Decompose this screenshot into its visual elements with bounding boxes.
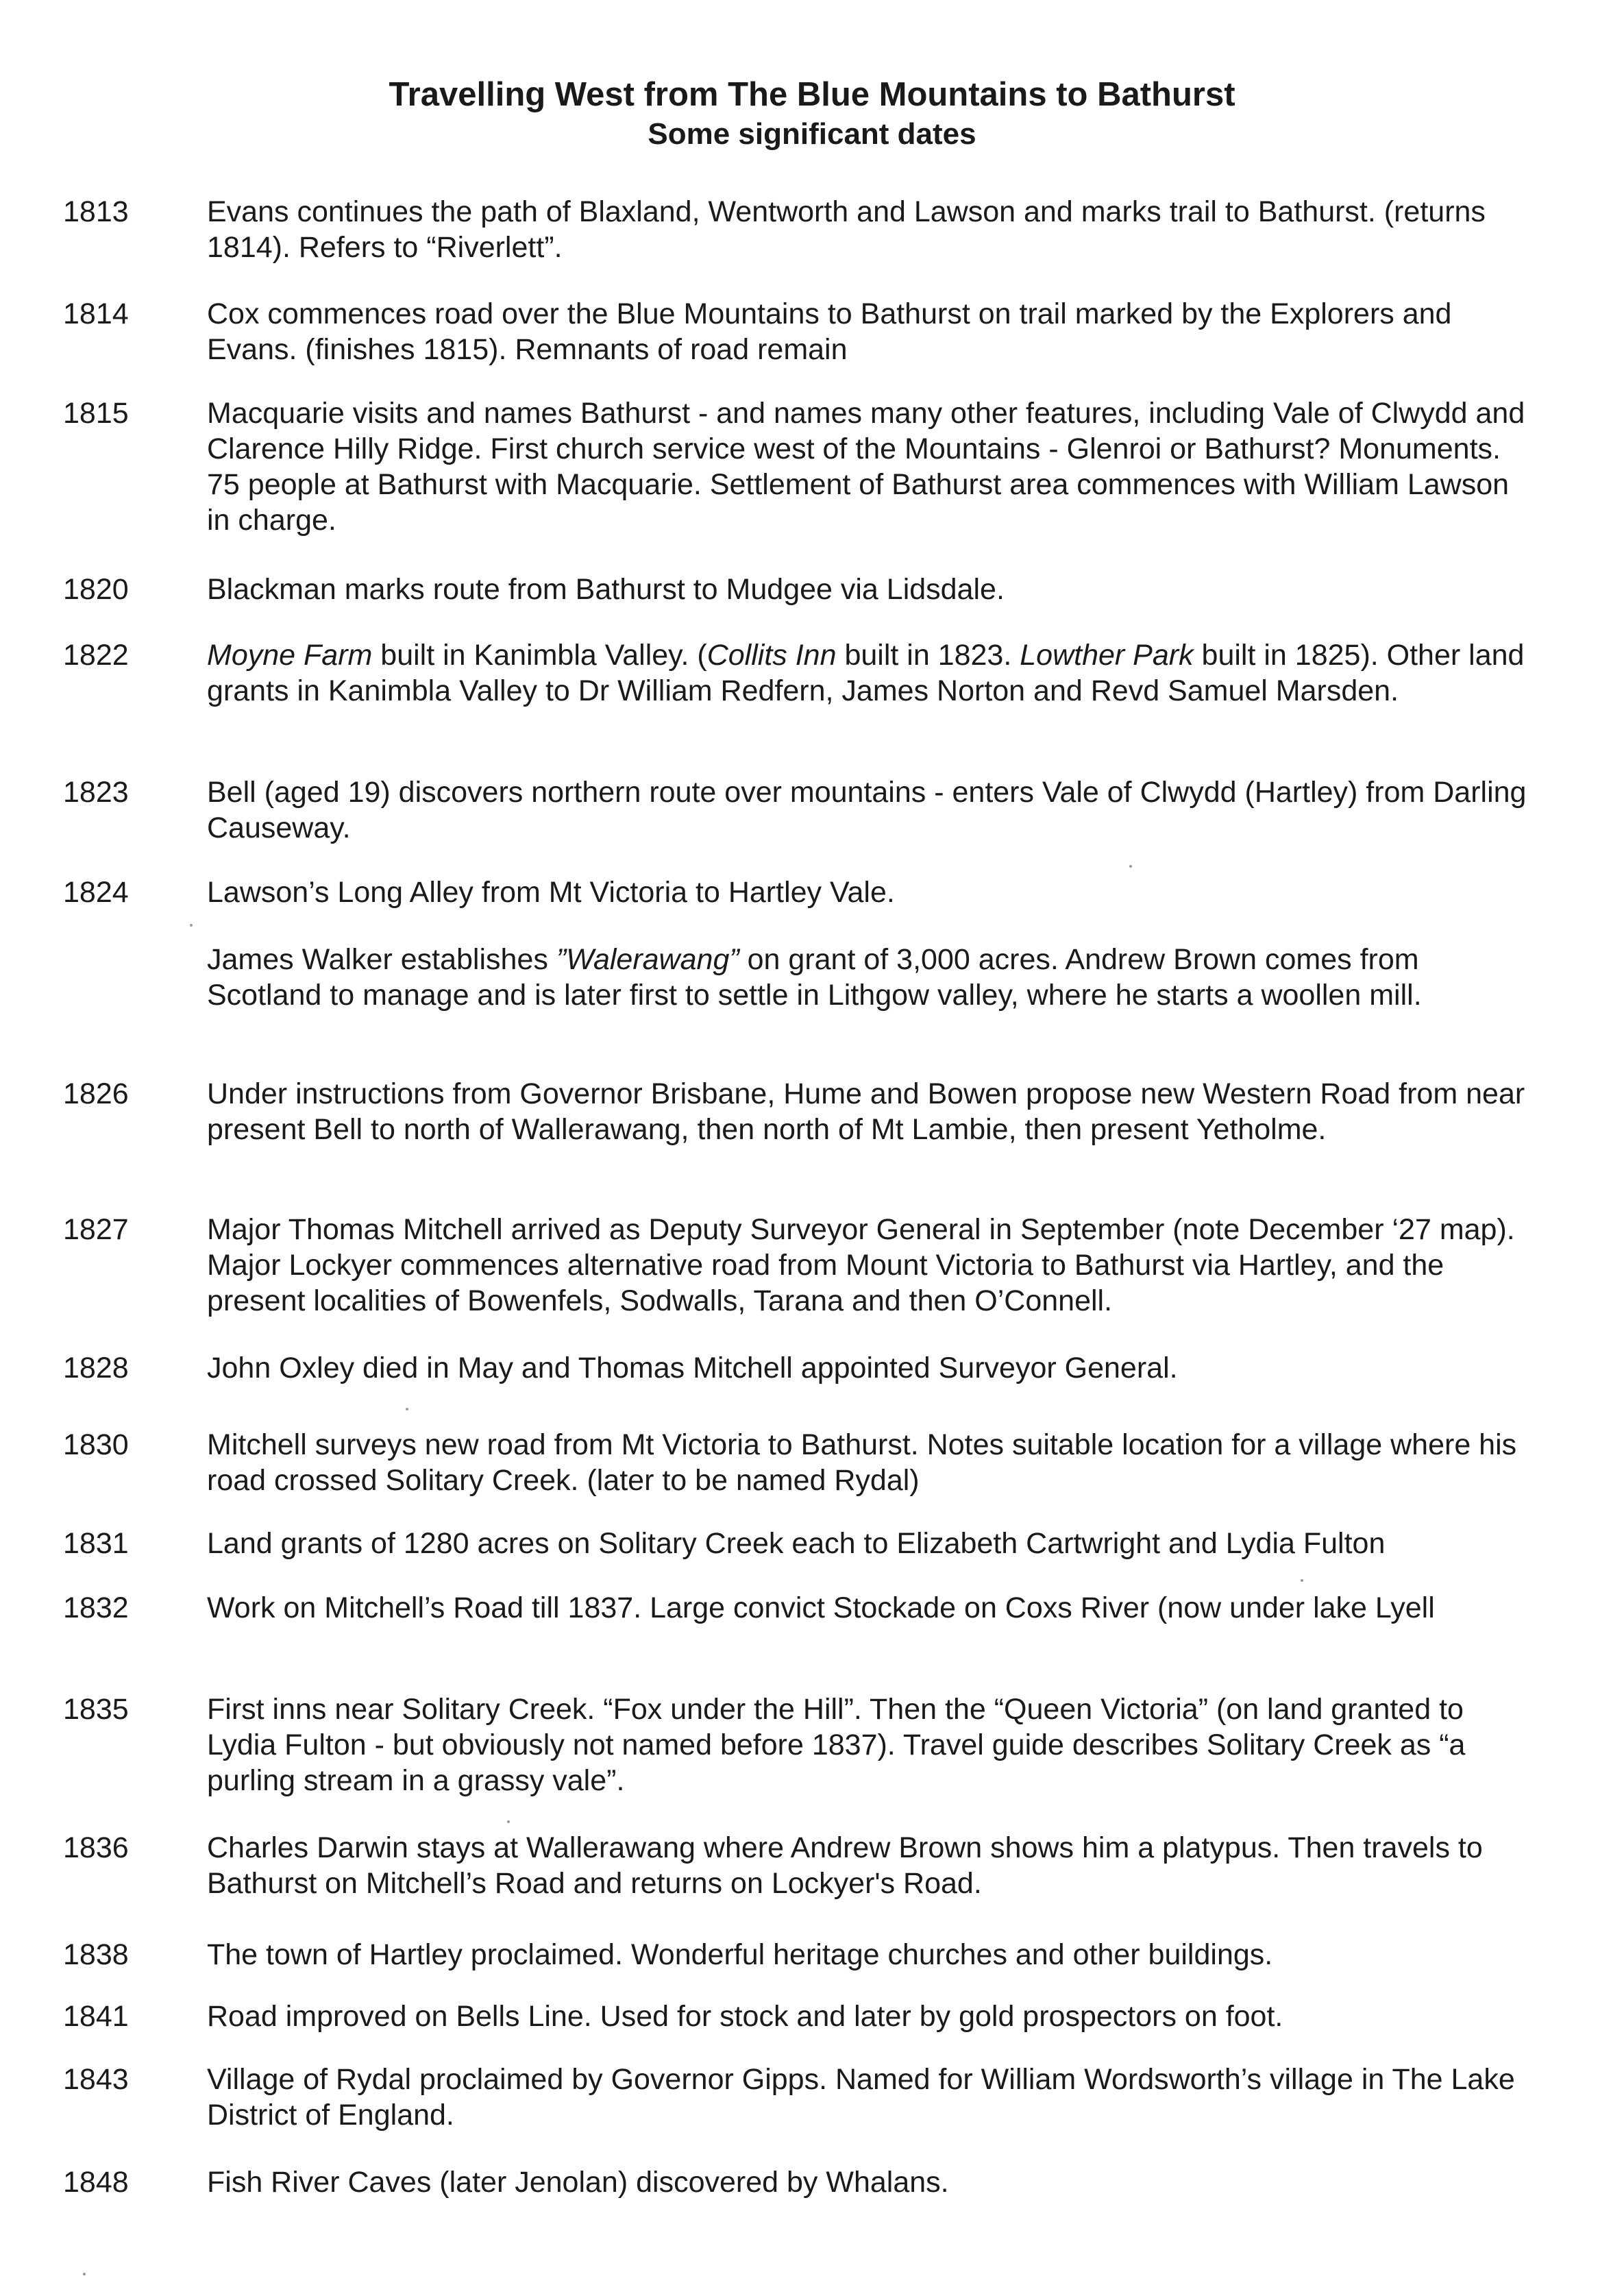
scan-speck — [406, 1408, 408, 1411]
entry-text: Work on Mitchell’s Road till 1837. Large convict Stockade on Coxs River (now under lake Lyell — [207, 1591, 1435, 1624]
entry-text: Charles Darwin stays at Wallerawang where Andrew Brown shows him a platypus. Then travels to Bathurst on Mitchell’s Road and returns on Lockyer's Road. — [207, 1831, 1483, 1900]
entry-text: Cox commences road over the Blue Mountains to Bathurst on trail marked by the Explorers and Evans. (finishes 1815). Remnants of road remain — [207, 297, 1452, 366]
entry-text: Blackman marks route from Bathurst to Mudgee via Lidsdale. — [207, 573, 1005, 606]
entry-text: Road improved on Bells Line. Used for stock and later by gold prospectors on foot. — [207, 2000, 1283, 2033]
entry-text-italic: Lowther Park — [1020, 639, 1194, 672]
entry-year: 1848 — [63, 2166, 129, 2199]
entry-text: John Oxley died in May and Thomas Mitchell appointed Surveyor General. — [207, 1352, 1178, 1384]
entry-text: Village of Rydal proclaimed by Governor Gipps. Named for William Wordsworth’s village in The Lake District of England. — [207, 2063, 1515, 2132]
entry-year: 1830 — [63, 1428, 129, 1461]
entry-year: 1831 — [63, 1527, 129, 1560]
entry-year: 1827 — [63, 1213, 129, 1246]
title-block — [0, 74, 1624, 154]
entry-year: 1822 — [63, 639, 129, 672]
entry-year: 1814 — [63, 297, 129, 330]
page-title: Travelling West from The Blue Mountains to Bathurst — [389, 76, 1235, 113]
entry-year: 1836 — [63, 1831, 129, 1864]
entry-year: 1823 — [63, 776, 129, 809]
entry-text: Fish River Caves (later Jenolan) discovered by Whalans. — [207, 2166, 949, 2199]
entry-text: Bell (aged 19) discovers northern route over mountains - enters Vale of Clwydd (Hartley) from Darling Causeway. — [207, 776, 1527, 844]
entry-text: Land grants of 1280 acres on Solitary Creek each to Elizabeth Cartwright and Lydia Fulton — [207, 1527, 1386, 1560]
entry-text — [207, 637, 1536, 709]
entry-text: The town of Hartley proclaimed. Wonderful heritage churches and other buildings. — [207, 1938, 1273, 1971]
scan-speck — [190, 924, 193, 927]
entry-text: First inns near Solitary Creek. “Fox under the Hill”. Then the “Queen Victoria” (on land granted to Lydia Fulton - but obviously not named before 1837). Travel guide describes Solitary Creek as “a purling stream in a grassy vale”. — [207, 1693, 1466, 1797]
entry-year: 1835 — [63, 1693, 129, 1726]
entry-year: 1838 — [63, 1938, 129, 1971]
entry-text — [207, 942, 1536, 1013]
entry-text: Evans continues the path of Blaxland, Wentworth and Lawson and marks trail to Bathurst. (returns 1814). Refers to “Riverlett”. — [207, 195, 1486, 264]
entry-year: 1828 — [63, 1352, 129, 1384]
scan-speck — [83, 2273, 86, 2275]
entry-text-part: built in 1823. — [836, 639, 1020, 672]
entry-text-italic: Moyne Farm — [207, 639, 373, 672]
entry-text-part: James Walker establishes — [207, 943, 556, 976]
scan-speck — [1129, 865, 1132, 868]
page-subtitle: Some significant dates — [648, 117, 976, 151]
entry-year: 1815 — [63, 397, 129, 430]
entry-text: Under instructions from Governor Brisbane, Hume and Bowen propose new Western Road from near present Bell to north of Wallerawang, then north of Mt Lambie, then present Yetholme. — [207, 1077, 1525, 1146]
entry-text: Major Thomas Mitchell arrived as Deputy Surveyor General in September (note December ‘27 map). Major Lockyer commences alternative road from Mount Victoria to Bathurst via Hartley, and the present localities of Bowenfels, Sodwalls, Tarana and then O’Connell. — [207, 1213, 1515, 1317]
entry-text: Lawson’s Long Alley from Mt Victoria to Hartley Vale. — [207, 876, 895, 909]
entry-year: 1824 — [63, 876, 129, 909]
scan-speck — [1301, 1579, 1303, 1582]
entry-year: 1832 — [63, 1591, 129, 1624]
entry-year: 1820 — [63, 573, 129, 606]
entry-text-italic: ”Walerawang” — [556, 943, 739, 976]
entry-text-part: built in Kanimbla Valley. ( — [372, 639, 707, 672]
scan-speck — [507, 1820, 510, 1823]
entry-year: 1843 — [63, 2063, 129, 2096]
entry-year: 1841 — [63, 2000, 129, 2033]
entry-text-part: on grant of 3,000 acres. Andrew Brown comes from Scotland to manage and is later first to settle in Lithgow valley, where he starts a woollen mill. — [207, 943, 1422, 1012]
entry-year: 1813 — [63, 195, 129, 228]
entry-year: 1826 — [63, 1077, 129, 1110]
entry-text-italic: Collits Inn — [706, 639, 837, 672]
entry-text: Mitchell surveys new road from Mt Victoria to Bathurst. Notes suitable location for a village where his road crossed Solitary Creek. (later to be named Rydal) — [207, 1428, 1517, 1497]
entry-text-part: built in 1825). Other land grants in Kanimbla Valley to Dr William Redfern, James Norton and Revd Samuel Marsden. — [207, 639, 1525, 707]
entry-text: Macquarie visits and names Bathurst - and names many other features, including Vale of Clwydd and Clarence Hilly Ridge. First church service west of the Mountains - Glenroi or Bathurst? Monuments. 75 people at Bathurst with Macquarie. Settlement of Bathurst area commences with William Lawson in charge. — [207, 397, 1525, 537]
